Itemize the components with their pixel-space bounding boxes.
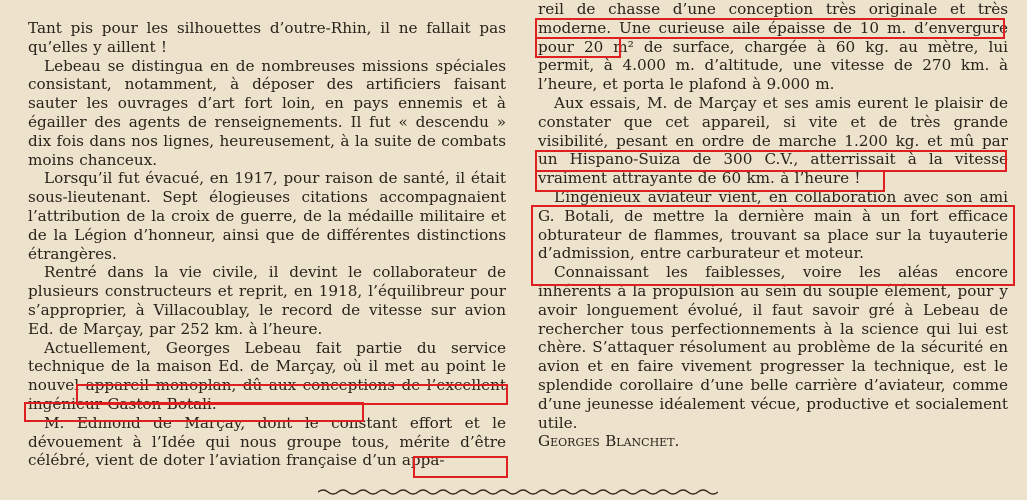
ornamental-rule [318,488,718,496]
paragraph: L’ingénieux aviateur vient, en collaboration avec son ami G. Botali, de mettre la dernière main à un fort efficace obturateur de flammes, trouvant sa place sur la tuyauterie d’admission, entre carburateur et moteur. [538,187,1008,263]
signature: Georges Blanchet. [538,432,680,451]
paragraph: Lebeau se distingua en de nombreuses missions spéciales consistant, notamment, à déposer des artificiers faisant sauter les ouvrages d’art fort loin, en pays ennemis et à égailler des agents de renseignements. Il fut « descendu » dix fois dans nos lignes, heureusement, à la suite de combats moins chanceux. [28,56,506,169]
left-column [28,0,506,470]
paragraph: M. Edmond de Marçay, dont le constant effort et le dévouement à l’Idée qui nous groupe tous, mérite d’être célébré, vient de doter l’aviation française d’un appa- [28,413,506,470]
right-column [538,0,1008,451]
paragraph: Lorsqu’il fut évacué, en 1917, pour raison de santé, il était sous-lieutenant. Sept élogieuses citations accompagnaient l’attribution de la croix de guerre, de la médaille militaire et de la Légion d’honneur, ainsi que de différentes distinctions étrangères. [28,169,506,263]
paragraph: Aux essais, M. de Marçay et ses amis eurent le plaisir de constater que cet appareil, si vite et de très grande visibilité, pesant en ordre de marche 1.200 kg. et mû par un Hispano-Suiza de 300 C.V., atterrissait à la vitesse vraiment attrayante de 60 km. à l’heure ! [538,93,1008,188]
paragraph: Tant pis pour les silhouettes d’outre-Rhin, il ne fallait pas qu’elles y aillent ! [28,19,506,56]
paragraph: Connaissant les faiblesses, voire les aléas encore inhérents à la propulsion au sein du souple élément, pour y avoir longuement évolué, il faut savoir gré à Lebeau de rechercher tous perfectionnements à la science qui lui est chère. S’attaquer résolument au problème de la sécurité en avion et en faire vivement progresser la technique, est le splendide corollaire d’une belle carrière d’aviateur, comme d’une jeunesse idéalement vécue, productive et socialement utile. [538,263,1008,432]
paragraph: Rentré dans la vie civile, il devint le collaborateur de plusieurs constructeurs et reprit, en 1918, l’équilibreur pour s’approprier, à Villacoublay, le record de vitesse sur avion Ed. de Marçay, par 252 km. à l’heure. [28,263,506,338]
paragraph: reil de chasse d’une conception très originale et très moderne. Une curieuse aile épaisse de 10 m. d’envergure pour 20 m² de surface, chargée à 60 kg. au mètre, lui permit, à 4.000 m. d’altitude, une vitesse de 270 km. à l’heure, et porta le plafond à 9.000 m. [538,0,1008,94]
paragraph: Actuellement, Georges Lebeau fait partie du service technique de la maison Ed. de Marçay, où il met au point le nouvel appareil monoplan, dû aux conceptions de l’excellent ingénieur Gaston Botali. [28,338,506,413]
